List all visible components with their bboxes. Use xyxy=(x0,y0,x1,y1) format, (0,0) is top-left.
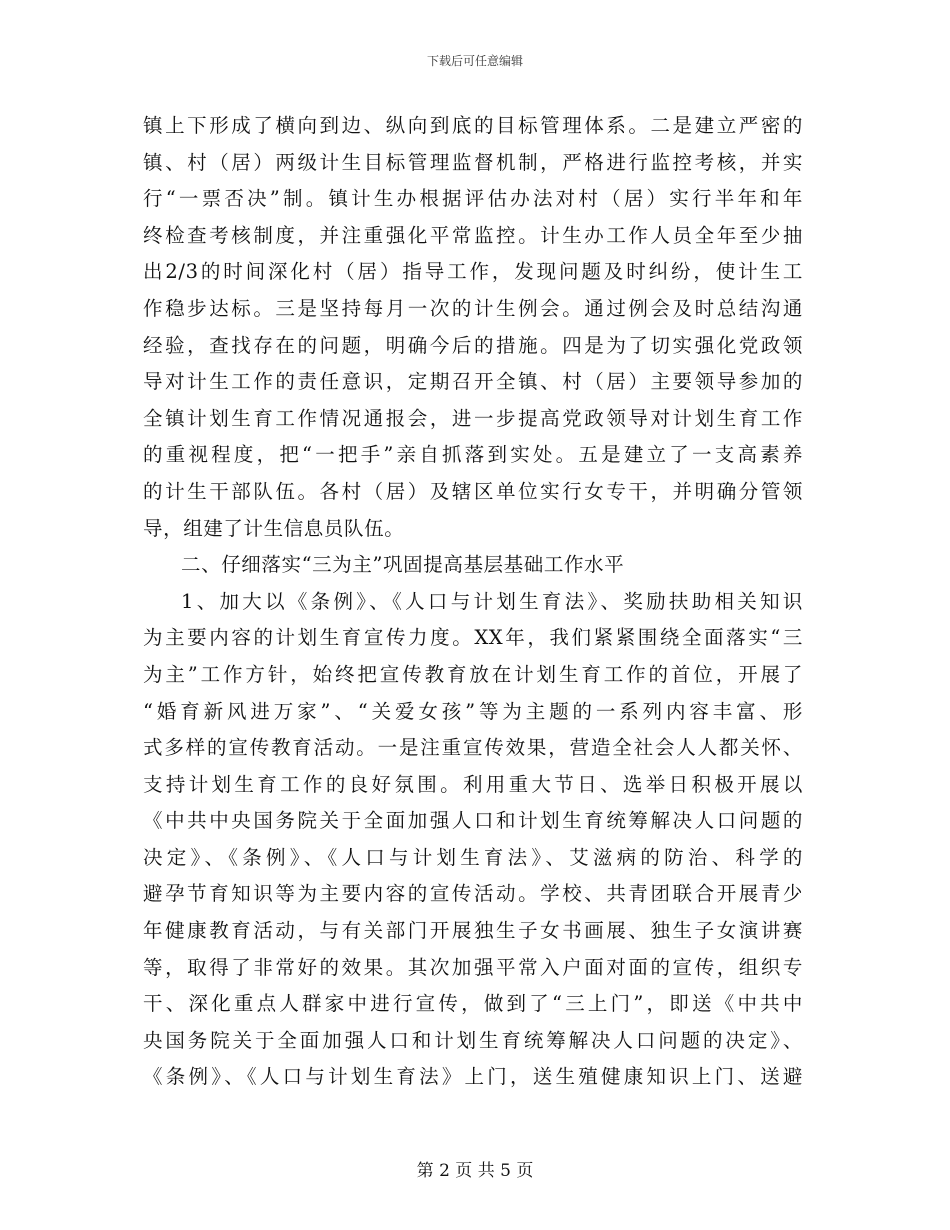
text-line: 行“一票否决”制。镇计生办根据评估办法对村（居）实行半年和年 xyxy=(143,187,803,211)
text-line: 避孕节育知识等为主要内容的宣传活动。学校、共青团联合开展青少 xyxy=(143,882,803,906)
text-line: 央国务院关于全面加强人口和计划生育统筹解决人口问题的决定》、 xyxy=(143,1028,803,1052)
text-line: 支持计划生育工作的良好氛围。利用重大节日、选举日积极开展以 xyxy=(143,772,803,796)
page-footer: 第 2 页 共 5 页 xyxy=(416,1161,534,1181)
text-line: 1、加大以《条例》、《人口与计划生育法》、奖励扶助相关知识 xyxy=(181,589,803,613)
text-line: 决定》、《条例》、《人口与计划生育法》、艾滋病的防治、科学的 xyxy=(143,845,803,869)
text-line: 终检查考核制度，并注重强化平常监控。计生办工作人员全年至少抽 xyxy=(143,223,803,247)
text-line: 镇、村（居）两级计生目标管理监督机制，严格进行监控考核，并实 xyxy=(143,150,803,174)
text-line: 式多样的宣传教育活动。一是注重宣传效果，营造全社会人人都关怀、 xyxy=(143,736,803,760)
text-line: 《条例》、《人口与计划生育法》上门，送生殖健康知识上门、送避 xyxy=(143,1065,803,1089)
text-line: 导，组建了计生信息员队伍。 xyxy=(143,516,405,540)
text-line: 的计生干部队伍。各村（居）及辖区单位实行女专干，并明确分管领 xyxy=(143,479,803,503)
text-line: 经验，查找存在的问题，明确今后的措施。四是为了切实强化党政领 xyxy=(143,333,803,357)
text-line: 为主要内容的计划生育宣传力度。XX年，我们紧紧围绕全面落实“三 xyxy=(143,626,803,650)
text-line: “婚育新风进万家”、“关爱女孩”等为主题的一系列内容丰富、形 xyxy=(143,699,803,723)
text-line: 等，取得了非常好的效果。其次加强平常入户面对面的宣传，组织专 xyxy=(143,955,803,979)
text-line: 镇上下形成了横向到边、纵向到底的目标管理体系。二是建立严密的 xyxy=(143,114,803,137)
page-header: 下载后可任意编辑 xyxy=(426,54,523,68)
document-body xyxy=(143,108,803,1096)
section-heading: 二、仔细落实“三为主”巩固提高基层基础工作水平 xyxy=(181,553,625,577)
text-line: 干、深化重点人群家中进行宣传，做到了“三上门”，即送《中共中 xyxy=(143,992,803,1016)
text-line: 《中共中央国务院关于全面加强人口和计划生育统筹解决人口问题的 xyxy=(143,809,803,833)
text-line: 全镇计划生育工作情况通报会，进一步提高党政领导对计划生育工作 xyxy=(143,406,803,430)
text-line: 出2/3的时间深化村（居）指导工作，发现问题及时纠纷，使计生工 xyxy=(143,260,803,284)
text-line: 导对计生工作的责任意识，定期召开全镇、村（居）主要领导参加的 xyxy=(143,370,803,394)
text-line: 年健康教育活动，与有关部门开展独生子女书画展、独生子女演讲赛 xyxy=(143,919,803,943)
text-line: 作稳步达标。三是坚持每月一次的计生例会。通过例会及时总结沟通 xyxy=(143,296,803,320)
text-line: 的重视程度，把“一把手”亲自抓落到实处。五是建立了一支高素养 xyxy=(143,443,803,467)
text-line: 为主”工作方针，始终把宣传教育放在计划生育工作的首位，开展了 xyxy=(143,662,803,686)
